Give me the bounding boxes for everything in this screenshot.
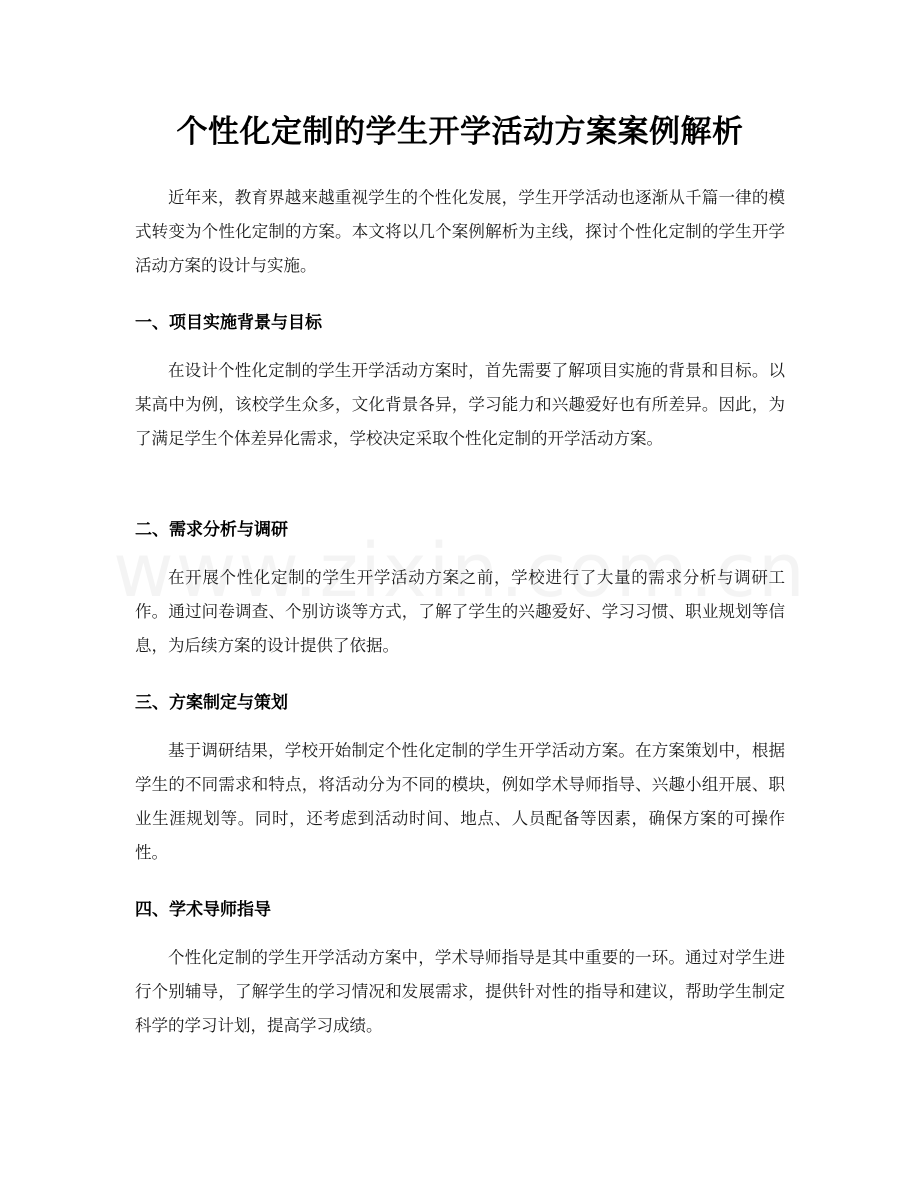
document-title: 个性化定制的学生开学活动方案案例解析 (176, 114, 744, 150)
intro-paragraph: 近年来，教育界越来越重视学生的个性化发展，学生开学活动也逐渐从千篇一律的模式转变为个性化定制的方案。本文将以几个案例解析为主线，探讨个性化定制的学生开学活动方案的设计与实施。 (135, 188, 785, 275)
section-body-2: 在开展个性化定制的学生开学活动方案之前，学校进行了大量的需求分析与调研工作。通过问卷调查、个别访谈等方式，了解了学生的兴趣爱好、学习习惯、职业规划等信息，为后续方案的设计提供了依据。 (135, 568, 785, 655)
section-body-4: 个性化定制的学生开学活动方案中，学术导师指导是其中重要的一环。通过对学生进行个别辅导，了解学生的学习情况和发展需求，提供针对性的指导和建议，帮助学生制定科学的学习计划，提高学习成绩。 (135, 948, 785, 1035)
section-body-1: 在设计个性化定制的学生开学活动方案时，首先需要了解项目实施的背景和目标。以某高中为例，该校学生众多，文化背景各异，学习能力和兴趣爱好也有所差异。因此，为了满足学生个体差异化需求，学校决定采取个性化定制的开学活动方案。 (135, 361, 785, 448)
section-heading-1: 一、项目实施背景与目标 (135, 313, 322, 333)
section-heading-4: 四、学术导师指导 (135, 900, 271, 920)
section-body-3: 基于调研结果，学校开始制定个性化定制的学生开学活动方案。在方案策划中，根据学生的不同需求和特点，将活动分为不同的模块，例如学术导师指导、兴趣小组开展、职业生涯规划等。同时，还考虑到活动时间、地点、人员配备等因素，确保方案的可操作性。 (135, 741, 785, 862)
section-heading-3: 三、方案制定与策划 (135, 693, 288, 713)
section-heading-2: 二、需求分析与调研 (135, 520, 288, 540)
